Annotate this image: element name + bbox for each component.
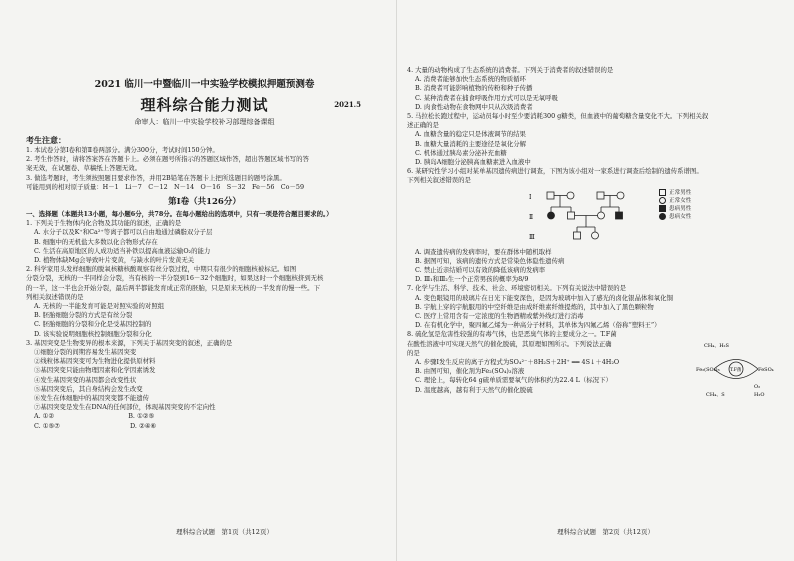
question-stem: 在酸性溶液中可实现天然气的催化脱硫，其原理如图所示。下列说法正确 xyxy=(407,339,612,348)
option: D. 该实验说明细胞核控制细胞分裂和分化 xyxy=(34,329,152,338)
statement: ④发生基因突变的基因都会改变性状 xyxy=(34,375,137,384)
pedigree-figure xyxy=(527,189,776,245)
option: C. 机体通过胰岛素分泌补充血糖 xyxy=(415,148,507,157)
option: D. ②④⑥ xyxy=(130,421,157,430)
answer-options xyxy=(26,412,383,421)
option: C. 某种消费者在捕食呼吸作用方式可以是无氧呼吸 xyxy=(415,93,558,102)
cycle-label: H₂O xyxy=(754,392,765,399)
question-stem: 的是 xyxy=(407,348,420,357)
normal-male-symbol xyxy=(547,192,554,199)
option: A. 血糖含量的稳定只是体液调节的结果 xyxy=(415,130,526,139)
author-line: 命审人：临川一中实验学校补习部理综备课组 xyxy=(134,118,275,126)
normal-female-symbol xyxy=(617,192,624,199)
option: C. 医疗上常用含有一定浓度的生物酒精或紫外线灯进行消毒 xyxy=(415,312,584,321)
question-stem: 7. 化学与生活、科学、技术、社会、环境密切相关。下列有关说法中错误的是 xyxy=(407,284,627,293)
option: A. 步骤Ⅰ发生反应的离子方程式为SO₄²⁻＋8H₂S＋2H⁺ ══ 4S↓＋4H₂O xyxy=(415,358,620,367)
volume-title: 第Ⅰ卷（共126分） xyxy=(168,197,241,208)
note-line: 2. 考生作答时，请将答案答在答题卡上。必须在题号所指示的答题区域作答，超出答题区域书写的答 xyxy=(26,155,309,164)
option: A. 调查遗传病的发病率时，要在群体中随机取样 xyxy=(415,247,552,256)
legend-label: 患病男性 xyxy=(669,205,692,212)
question-stem: 3. 基因突变是生物变异的根本来源，下列关于基因突变的叙述，正确的是 xyxy=(26,338,233,347)
question-stem: 4. 大量的动物构成了生态系统的消费者。下列关于消费者的叙述错误的是 xyxy=(407,66,614,74)
pedigree-legend xyxy=(659,189,691,221)
statement: ⑤基因突变后，其自身结构会发生改变 xyxy=(34,384,143,393)
option: B. 消费者可能影响植物的传粉和种子传播 xyxy=(415,84,533,93)
atomic-mass-line: 可能用到的相对原子质量：H－1 Li－7 C－12 N－14 O－16 S－32 Fe－56 Co－59 xyxy=(26,182,305,191)
option: A. 消费者能够加快生态系统的物质循环 xyxy=(415,75,526,84)
normal-female-symbol xyxy=(592,232,599,239)
exam-date: 2021.5 xyxy=(334,100,361,109)
question-stem: 1. 下列关于生物体内化合物及其功能的叙述，正确的是 xyxy=(26,219,182,228)
legend-swatch xyxy=(659,197,666,204)
desulfurization-cycle-diagram xyxy=(696,338,776,400)
question-8 xyxy=(407,330,776,399)
option: D. 肉食性动物在食物网中只从次级消费者 xyxy=(415,102,533,111)
note-line: 1. 本试卷分第Ⅰ卷和第Ⅱ卷两部分。满分300分，考试时间150分钟。 xyxy=(26,146,219,154)
question-stem: 的一半，这一半也会开始分裂，最后两半都能发育成正常的胚胎，只是原来无核的一半发育的慢一些。下 xyxy=(26,283,320,292)
generation-label: Ⅰ xyxy=(529,193,532,201)
legend-label: 正常男性 xyxy=(669,189,692,196)
normal-male-symbol xyxy=(597,192,604,199)
option: B. ①②⑤ xyxy=(128,412,155,421)
option: C. ①⑤⑦ xyxy=(34,421,60,430)
cycle-label: CH₄、H₂S xyxy=(704,343,729,350)
option: A. 变色眼镜用的玻璃片在日光下能变深色，是因为玻璃中加入了感光的卤化银晶体和氧化铜 xyxy=(415,293,673,302)
page-footer: 理科综合试题 第2页（共12页） xyxy=(557,528,654,536)
statement: ⑥发生在体细胞中的基因突变都不能遗传 xyxy=(34,394,150,403)
normal-female-symbol xyxy=(598,212,605,219)
note-line: 3. 做选考题时，考生须按照题目要求作答，并用2B铅笔在答题卡上把所选题目的题号涂黑。 xyxy=(26,173,286,182)
cycle-label: Fe₂(SO₄)₃ xyxy=(696,367,720,374)
option: B. 胚胎细胞分裂的方式是有丝分裂 xyxy=(34,311,133,320)
generation-label: Ⅲ xyxy=(529,233,535,241)
question-stem: 5. 马拉松长跑过程中，运动员每小时至少要消耗300 g糖类，但血液中的葡萄糖含量变化不大。下列相关叙 xyxy=(407,112,709,121)
generation-label: Ⅱ xyxy=(529,213,534,221)
subject-row xyxy=(26,94,383,114)
option: B. 由图可知，催化剂为Fe₂(SO₄)₃溶液 xyxy=(415,367,525,376)
statement: ③基因突变只能由物理因素和化学因素诱发 xyxy=(34,366,156,375)
statement: ②线粒体基因突变可为生物进化提供原材料 xyxy=(34,357,156,366)
exam-title: 2021 临川一中暨临川一中实验学校模拟押题预测卷 xyxy=(94,79,315,90)
section-intro: 一、选择题（本题共13小题，每小题6分，共78分。在每小题给出的选项中，只有一项是符合题目要求的。） xyxy=(26,210,333,219)
statement: ⑦基因突变是发生在DNA的任何部位，体现基因突变的不定向性 xyxy=(34,403,216,412)
option: D. 植物体缺Mg会导致叶片变黄，与缺水的叶片发黄无关 xyxy=(34,256,195,265)
question-stem: 2. 科学家用头发样细胞的脱氧核糖核酸观察有丝分裂过程，中期只有很少的细胞核被标记。如图 xyxy=(26,265,297,274)
cycle-label: T.F菌 xyxy=(730,368,742,374)
answer-options xyxy=(26,422,383,431)
legend-label: 患病女性 xyxy=(669,213,692,220)
option: C. 禁止近亲结婚可以有效的降低该病的发病率 xyxy=(415,266,546,275)
legend-label: 正常女性 xyxy=(669,197,692,204)
option: A. ①② xyxy=(34,412,55,421)
cycle-label: FeSO₄ xyxy=(758,367,774,374)
page-2 xyxy=(397,0,794,561)
page-footer: 理科综合试题 第1页（共12页） xyxy=(176,528,273,536)
option: C. 生活在高原地区的人成功适当补铁以提高血液运输O₂的能力 xyxy=(34,246,211,255)
option: A. 水分子以及K⁺和Ca²⁺等离子都可以自由地通过磷脂双分子层 xyxy=(34,228,213,237)
option: B. 细胞中的无机盐大多数以化合物形式存在 xyxy=(34,237,158,246)
subject-title: 理科综合能力测试 xyxy=(140,96,269,114)
option: D. 在有机化学中，聚四氟乙烯为一种高分子材料，其单体为四氟乙烯（俗称“塑料王”） xyxy=(415,321,661,330)
question-stem: 8. 硫化氢是危害性较强的有毒气体，也是恶臭气体的主要成分之一。T.F菌 xyxy=(407,330,617,339)
notes-heading: 考生注意： xyxy=(26,135,66,145)
cycle-label: O₂ xyxy=(754,384,761,391)
option: B. 血糖大量消耗的主要途径是氧化分解 xyxy=(415,139,527,148)
option: D. Ⅲ₁和Ⅲ₂生一个正常男孩的概率为8/9 xyxy=(415,275,529,284)
question-stem: 分裂分裂，无核的一半同样会分裂，当有核的一半分裂到16－32个细胞时，如果这时一个细胞核挤到无核 xyxy=(26,274,324,283)
affected-female-symbol xyxy=(548,212,555,219)
option: C. 胚胎细胞的分裂和分化是受基因控制的 xyxy=(34,320,152,329)
normal-male-symbol xyxy=(574,232,581,239)
option: D. 胰岛A细胞分泌胰高血糖素进入血液中 xyxy=(415,158,531,167)
normal-female-symbol xyxy=(567,192,574,199)
option: A. 无核的一半能发育可能是对照实验的对照组 xyxy=(34,302,165,311)
note-line: 案无效，在试题卷、草稿纸上答题无效。 xyxy=(26,164,142,173)
affected-male-symbol xyxy=(616,212,623,219)
option: D. 温度越高，越有利于天然气的催化脱硫 xyxy=(415,385,533,394)
question-stem: 述正确的是 xyxy=(407,121,439,130)
question-stem: 列相关叙述错误的是 xyxy=(26,292,84,301)
normal-male-symbol xyxy=(568,212,575,219)
option: B. 宇航上穿的宇航服用的中空纤维是由成纤维素纤维提炼的，其中加入了黑色颗粒物 xyxy=(415,302,654,311)
statement: ①细胞分裂的间期容易发生基因突变 xyxy=(34,348,137,357)
question-stem: 6. 某研究性学习小组对某单基因遗传病进行调查，下图为该小组对一家系进行调查后绘制的遗传系谱图。 xyxy=(407,167,703,176)
legend-swatch xyxy=(659,205,666,212)
pedigree-chart xyxy=(527,189,647,245)
cycle-label: CH₄、S xyxy=(706,392,725,399)
legend-swatch xyxy=(659,189,666,196)
legend-swatch xyxy=(659,213,666,220)
option: C. 理论上，每转化64 g硫单质需要氧气的体积约为22.4 L（标况下） xyxy=(415,376,612,385)
question-stem: 下列相关叙述错误的是 xyxy=(407,176,471,185)
option: B. 据图可知，该病的遗传方式是常染色体隐性遗传病 xyxy=(415,256,565,265)
